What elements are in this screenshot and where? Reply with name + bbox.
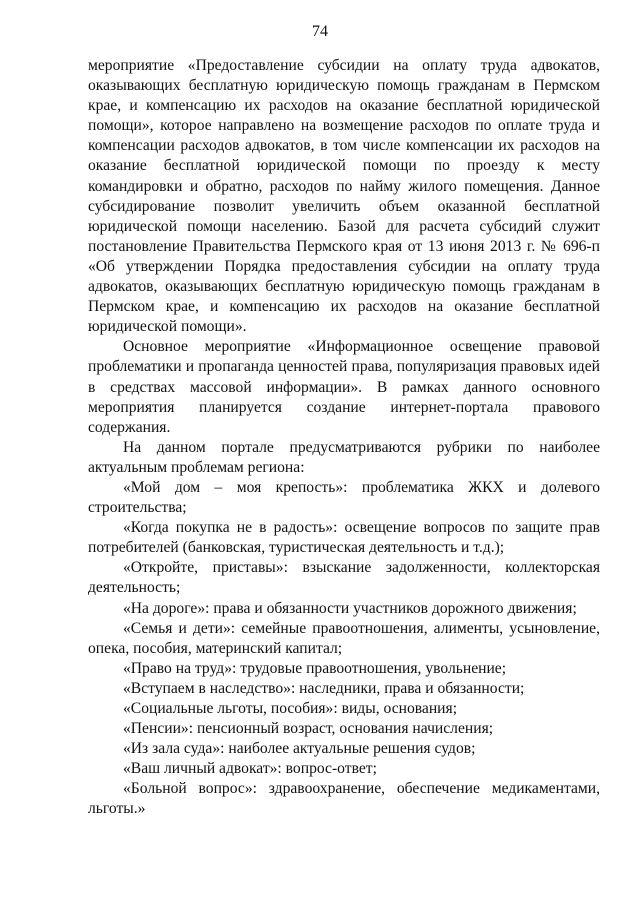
rubric-item: «Больной вопрос»: здравоохранение, обеспечение медикаментами, льготы.» <box>88 780 600 818</box>
rubric-item: «Семья и дети»: семейные правоотношения, алименты, усыновление, опека, пособия, материнский капитал; <box>88 619 600 657</box>
rubric-item: «Вступаем в наследство»: наследники, права и обязанности; <box>123 679 525 697</box>
paragraph-portal-intro: На данном портале предусматриваются рубрики по наиболее актуальным проблемам региона: <box>88 438 600 476</box>
rubric-item: «Ваш личный адвокат»: вопрос-ответ; <box>123 760 377 778</box>
rubric-item: «Когда покупка не в радость»: освещение вопросов по защите прав потребителей (банковская, туристическая деятельность и т.д.); <box>88 519 600 557</box>
rubric-item: «Социальные льготы, пособия»: виды, основания; <box>123 700 458 717</box>
page-number: 74 <box>312 23 328 40</box>
rubric-item: «Откройте, приставы»: взыскание задолженности, коллекторская деятельность; <box>88 559 600 597</box>
rubric-item: «Право на труд»: трудовые правоотношения, увольнение; <box>123 659 507 677</box>
rubric-item: «На дороге»: права и обязанности участников дорожного движения; <box>123 599 577 617</box>
paragraph-subsidy-continuation: мероприятие «Предоставление субсидии на оплату труда адвокатов, оказывающих бесплатную юридическую помощь гражданам в Пермском крае, и компенсацию их расходов на оказание бесплатной юридической помощи», которое направлено на возмещение расходов по оплате труда и компенсации расходов адвокатов, в том числе компенсации их расходов на оказание бесплатной юридической помощи по проезду к месту командировки и обратно, расходов по найму жилого помещения. Данное субсидирование позволит увеличить объем оказанной бесплатной юридической помощи населению. Базой для расчета субсидий служит постановление Правительства Пермского края от 13 июня 2013 г. № 696-п «Об утверждении Порядка предоставления субсидии на оплату труда адвокатов, оказывающих бесплатную юридическую помощь гражданам в Пермском крае, и компенсацию их расходов на оказание бесплатной юридической помощи». <box>88 57 600 336</box>
rubric-item: «Мой дом – моя крепость»: проблематика ЖКХ и долевого строительства; <box>88 478 600 517</box>
rubric-item: «Из зала суда»: наиболее актуальные решения судов; <box>123 740 476 758</box>
rubric-item: «Пенсии»: пенсионный возраст, основания начисления; <box>123 720 494 738</box>
paragraph-main-activity: Основное мероприятие «Информационное освещение правовой проблематики и пропаганда ценностей права, популяризация правовых идей в средствах массовой информации». В рамках данного основного мероприятия планируется создание интернет-портала правового содержания. <box>88 338 600 436</box>
document-body <box>88 56 600 820</box>
